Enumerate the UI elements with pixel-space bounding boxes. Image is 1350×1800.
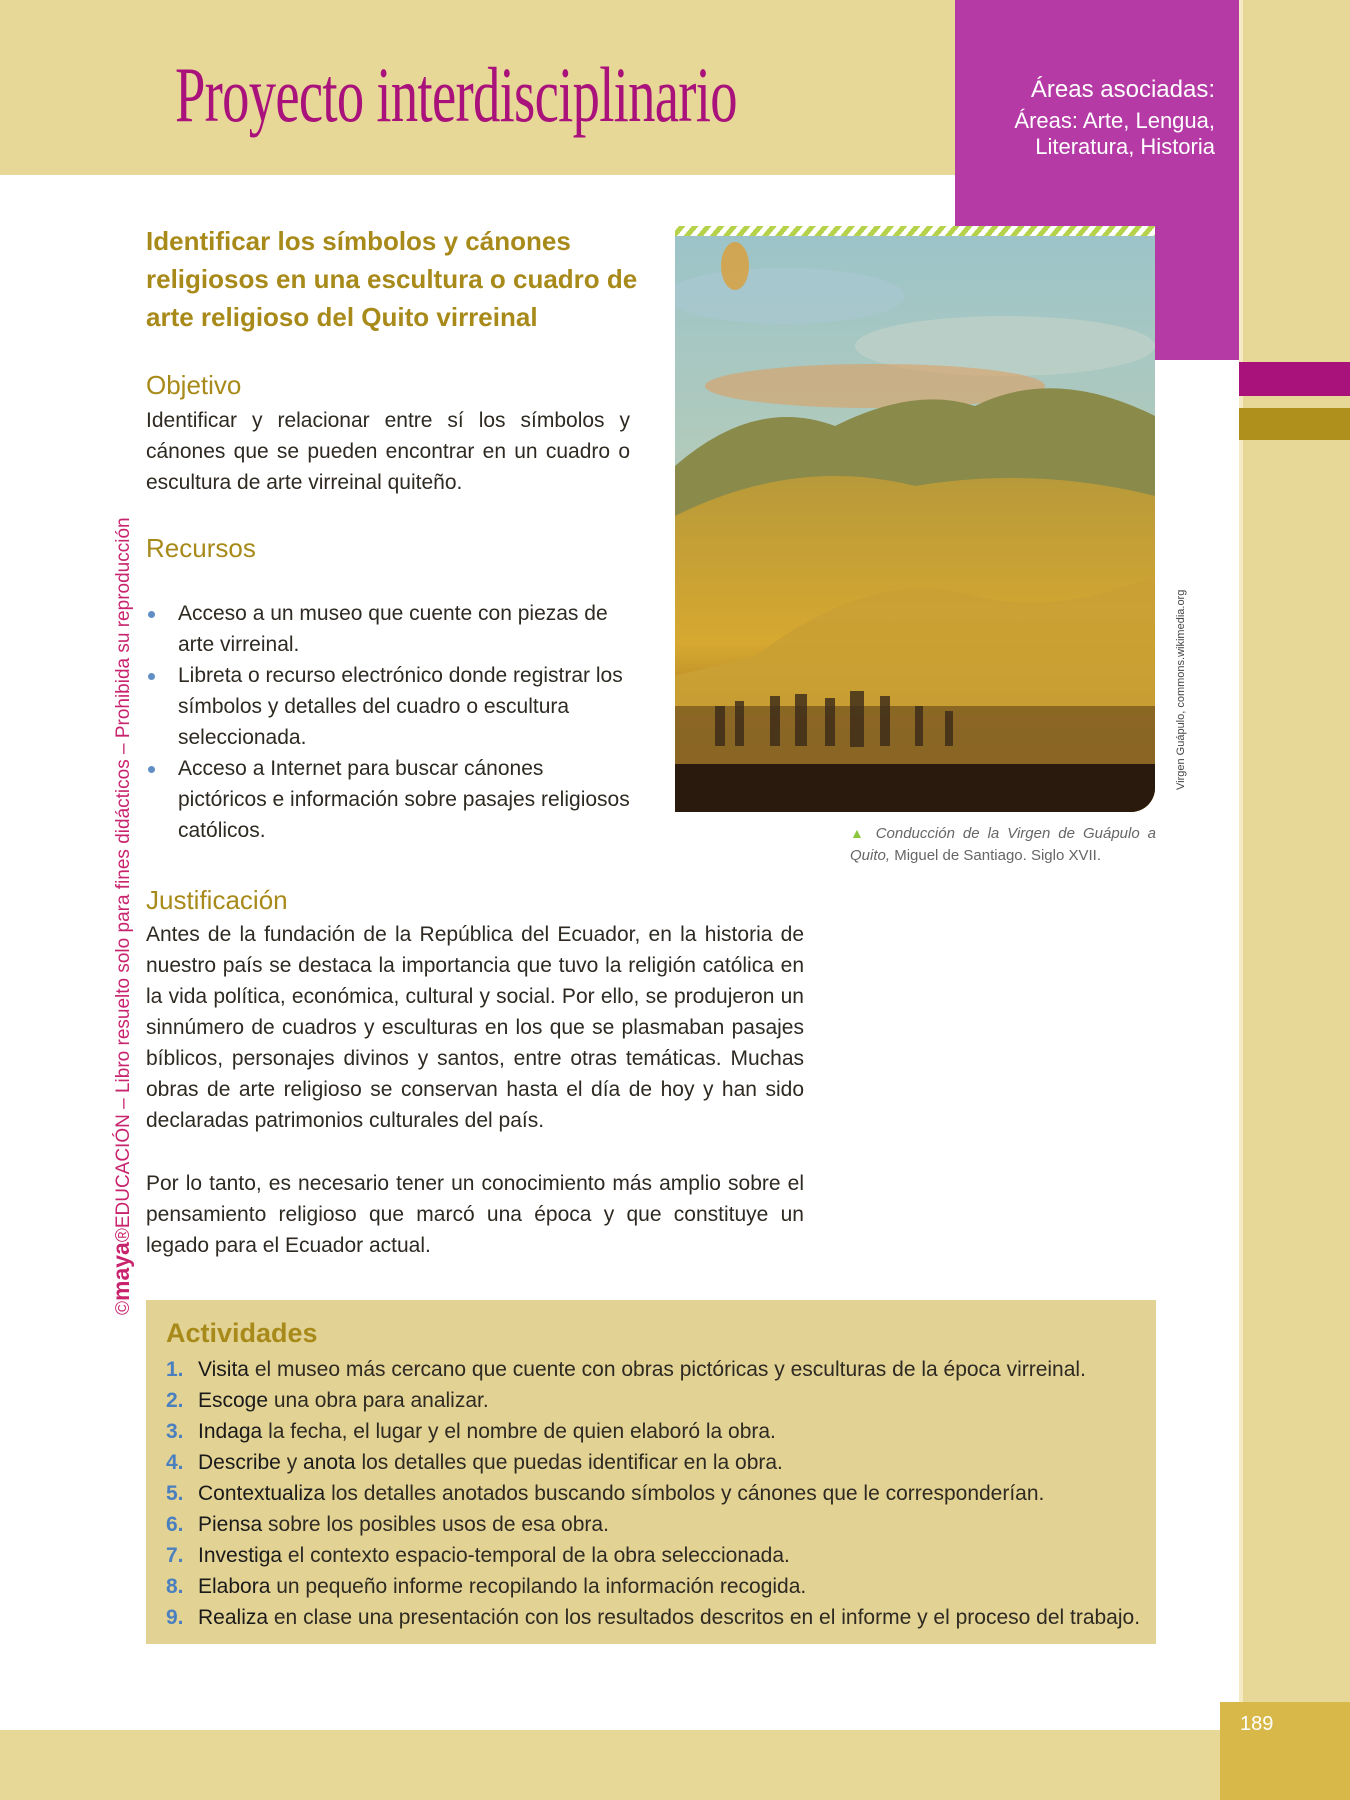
recursos-list	[146, 598, 630, 846]
item-verb: Realiza	[198, 1606, 269, 1629]
list-item: Acceso a un museo que cuente con piezas de arte virreinal.	[146, 598, 630, 660]
list-item	[166, 1385, 1140, 1416]
justificacion-paragraph-1: Antes de la fundación de la República del Ecuador, en la historia de nuestro país se destaca la importancia que tuvo la religión católica en la vida política, económica, cultural y social. Por ello, se produjeron un sinnúmero de cuadros y esculturas en los que se plasmaban pasajes bíblicos, personajes divinos y santos, entre otras temáticas. Muchas obras de arte religioso se conservan hasta el día de hoy y han sido declaradas patrimonios culturales del país.	[146, 923, 804, 1132]
list-item	[166, 1416, 1140, 1447]
list-item	[166, 1540, 1140, 1571]
right-margin-band	[1239, 0, 1350, 1800]
item-text: el contexto espacio-temporal de la obra seleccionada.	[282, 1544, 790, 1567]
activities-heading: Actividades	[166, 1318, 318, 1348]
caption-details: Miguel de Santiago. Siglo XVII.	[894, 847, 1101, 864]
item-verb: Escoge	[198, 1389, 269, 1412]
side-copyright	[108, 517, 135, 1315]
image-credit: Virgen Guápulo, commons.wikimedia.org	[1175, 589, 1187, 790]
figure-caption	[850, 822, 1156, 867]
recursos-heading: Recursos	[146, 533, 256, 563]
item-connector: y	[280, 1451, 304, 1474]
list-item	[166, 1354, 1140, 1385]
objetivo-heading: Objetivo	[146, 370, 242, 400]
areas-heading: Áreas asociadas:	[1030, 76, 1215, 103]
copyright-symbol: ©	[113, 1301, 134, 1315]
activities-list	[166, 1354, 1140, 1633]
item-number: 9.	[166, 1606, 184, 1629]
list-item	[166, 1571, 1140, 1602]
painting-illustration	[675, 236, 1155, 812]
item-verb: Visita	[198, 1358, 249, 1381]
activities-box	[146, 1300, 1156, 1644]
item-text: el museo más cercano que cuente con obras pictóricas y esculturas de la época virreinal.	[248, 1358, 1086, 1381]
list-item	[166, 1478, 1140, 1509]
item-number: 2.	[166, 1389, 184, 1412]
item-verb: Describe	[198, 1451, 281, 1474]
list-item	[166, 1509, 1140, 1540]
item-text: una obra para analizar.	[268, 1389, 489, 1412]
topic-title: Identificar los símbolos y cánones religiosos en una escultura o cuadro de arte religioso del Quito virreinal	[146, 226, 638, 332]
list-item: Acceso a Internet para buscar cánones pictóricos e información sobre pasajes religiosos católicos.	[146, 753, 630, 846]
item-number: 6.	[166, 1513, 184, 1536]
item-verb: Indaga	[198, 1420, 263, 1443]
item-number: 1.	[166, 1358, 184, 1381]
objetivo-text: Identificar y relacionar entre sí los símbolos y cánones que se pueden encontrar en un cuadro o escultura de arte virreinal quiteño.	[146, 409, 630, 494]
magenta-stripe	[1239, 362, 1350, 396]
item-text: la fecha, el lugar y el nombre de quien elaboró la obra.	[262, 1420, 776, 1443]
item-number: 4.	[166, 1451, 184, 1474]
item-number: 8.	[166, 1575, 184, 1598]
item-verb: Investiga	[198, 1544, 283, 1567]
brand-name: maya	[108, 1242, 134, 1301]
olive-stripe	[1239, 408, 1350, 440]
item-text: un pequeño informe recopilando la información recogida.	[270, 1575, 807, 1598]
item-number: 5.	[166, 1482, 184, 1505]
item-text: los detalles anotados buscando símbolos y cánones que le corresponderían.	[325, 1482, 1045, 1505]
list-item	[166, 1602, 1140, 1633]
item-verb-2: anota	[303, 1451, 356, 1474]
item-number: 7.	[166, 1544, 184, 1567]
item-verb: Piensa	[198, 1513, 263, 1536]
item-verb: Elabora	[198, 1575, 271, 1598]
bottom-band	[0, 1730, 1350, 1800]
justificacion-heading: Justificación	[146, 885, 288, 915]
page-number: 189	[1240, 1713, 1274, 1735]
right-divider	[1239, 0, 1243, 1800]
painting-image	[675, 236, 1155, 812]
caption-triangle-icon: ▲	[850, 825, 868, 841]
item-verb: Contextualiza	[198, 1482, 326, 1505]
caption-title: Conducción de la Virgen de Guápulo a Quito,	[850, 825, 1157, 864]
list-item: Libreta o recurso electrónico donde registrar los símbolos y detalles del cuadro o escultura seleccionada.	[146, 660, 630, 753]
item-text: en clase una presentación con los resultados descritos en el informe y el proceso del trabajo.	[268, 1606, 1141, 1629]
list-item	[166, 1447, 1140, 1478]
page-title-text: Proyecto interdisciplinario	[175, 51, 737, 138]
page-title	[0, 50, 737, 140]
copyright-text: ®EDUCACIÓN – Libro resuelto solo para fines didácticos – Prohibida su reproducción	[113, 517, 134, 1243]
item-text: los detalles que puedas identificar en la obra.	[355, 1451, 783, 1474]
justificacion-paragraph-2: Por lo tanto, es necesario tener un conocimiento más amplio sobre el pensamiento religioso que marcó una época y que constituye un legado para el Ecuador actual.	[146, 1172, 804, 1257]
item-text: sobre los posibles usos de esa obra.	[262, 1513, 609, 1536]
areas-text: Áreas: Arte, Lengua, Literatura, Historia	[1014, 108, 1215, 159]
item-number: 3.	[166, 1420, 184, 1443]
